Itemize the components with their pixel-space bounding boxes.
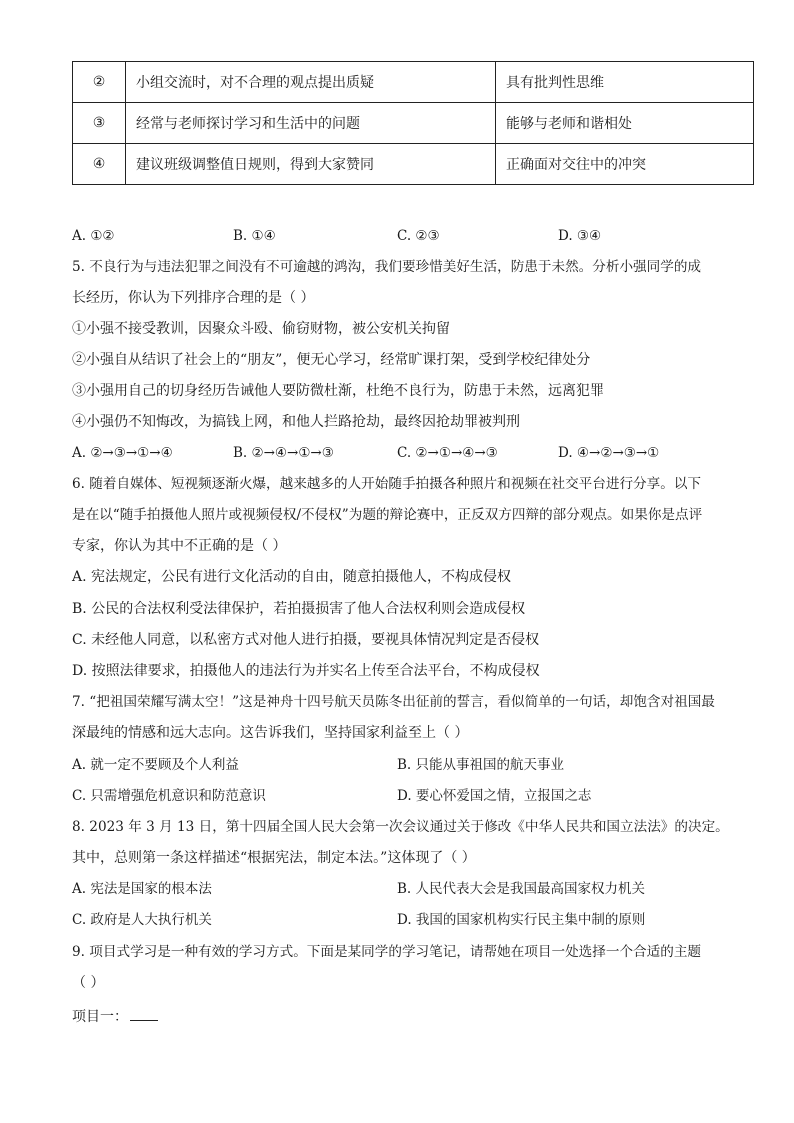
- q7-stem-line2: 深最纯的情感和远大志向。这告诉我们，坚持国家利益至上（ ）: [72, 725, 469, 741]
- q5-option-d: D. ④→②→③→①: [558, 445, 660, 461]
- q6-option-c: C. 未经他人同意，以私密方式对他人进行拍摄，要视具体情况判定是否侵权: [72, 632, 540, 648]
- table-cell-meaning: 正确面对交往中的冲突: [496, 144, 754, 185]
- answer-blank: [130, 1006, 158, 1021]
- q5-stem-line2: 长经历，你认为下列排序合理的是（ ）: [72, 290, 315, 306]
- table-row: [73, 62, 754, 103]
- q9-stem-line1: 9. 项目式学习是一种有效的学习方式。下面是某同学的学习笔记，请帮她在项目一处选择一个合适的主题: [72, 944, 702, 960]
- q9-project-line: [72, 1006, 158, 1027]
- q4-option-c: C. ②③: [397, 228, 440, 244]
- q7-option-a: A. 就一定不要顾及个人利益: [72, 757, 239, 773]
- table-cell-number: ③: [73, 103, 126, 144]
- q9-project-label: 项目一：: [72, 1009, 128, 1025]
- table-cell-action: 经常与老师探讨学习和生活中的问题: [126, 103, 496, 144]
- q7-option-b: B. 只能从事祖国的航天事业: [397, 757, 565, 773]
- q6-stem-line3: 专家，你认为其中不正确的是（ ）: [72, 538, 287, 554]
- q6-option-b: B. 公民的合法权利受法律保护，若拍摄损害了他人合法权利则会造成侵权: [72, 601, 526, 617]
- q7-option-c: C. 只需增强危机意识和防范意识: [72, 788, 266, 804]
- q8-option-c: C. 政府是人大执行机关: [72, 912, 212, 928]
- q5-item-3: ③小强用自己的切身经历告诫他人要防微杜渐，杜绝不良行为，防患于未然，远离犯罪: [72, 383, 604, 399]
- table-row: [73, 103, 754, 144]
- q5-item-1: ①小强不接受教训，因聚众斗殴、偷窃财物，被公安机关拘留: [72, 321, 450, 337]
- q7-stem-line1: 7. “把祖国荣耀写满太空！”这是神舟十四号航天员陈冬出征前的誓言，看似简单的一句话，却饱含对祖国最: [72, 694, 715, 710]
- q5-option-a: A. ②→③→①→④: [72, 445, 173, 461]
- q4-option-d: D. ③④: [558, 228, 602, 244]
- q5-item-2: ②小强自从结识了社会上的“朋友”，便无心学习，经常旷课打架，受到学校纪律处分: [72, 352, 591, 368]
- q5-stem-line1: 5. 不良行为与违法犯罪之间没有不可逾越的鸿沟，我们要珍惜美好生活，防患于未然。分析小强同学的成: [72, 259, 702, 275]
- q5-option-c: C. ②→①→④→③: [397, 445, 498, 461]
- q7-option-d: D. 要心怀爱国之情，立报国之志: [397, 788, 592, 804]
- table-cell-action: 小组交流时，对不合理的观点提出质疑: [126, 62, 496, 103]
- q5-item-4: ④小强仍不知悔改，为搞钱上网，和他人拦路抢劫，最终因抢劫罪被判刑: [72, 414, 520, 430]
- table-row: [73, 144, 754, 185]
- q6-option-a: A. 宪法规定，公民有进行文化活动的自由，随意拍摄他人，不构成侵权: [72, 569, 512, 585]
- table-cell-meaning: 具有批判性思维: [496, 62, 754, 103]
- table-cell-meaning: 能够与老师和谐相处: [496, 103, 754, 144]
- q8-option-b: B. 人民代表大会是我国最高国家权力机关: [397, 881, 646, 897]
- q5-option-b: B. ②→④→①→③: [233, 445, 334, 461]
- q6-stem-line2: 是在以“随手拍摄他人照片或视频侵权/不侵权”为题的辩论赛中，正反双方四辩的部分观点。如果你是点评: [72, 507, 703, 523]
- q6-option-d: D. 按照法律要求，拍摄他人的违法行为并实名上传至合法平台，不构成侵权: [72, 663, 540, 679]
- q4-option-b: B. ①④: [233, 228, 276, 244]
- table-cell-action: 建议班级调整值日规则，得到大家赞同: [126, 144, 496, 185]
- q8-option-d: D. 我国的国家机构实行民主集中制的原则: [397, 912, 646, 928]
- table-cell-number: ②: [73, 62, 126, 103]
- table-cell-number: ④: [73, 144, 126, 185]
- q9-stem-line2: （ ）: [72, 975, 105, 991]
- q8-stem-line1: 8. 2023 年 3 月 13 日，第十四届全国人民大会第一次会议通过关于修改《中华人民共和国立法法》的决定。: [72, 819, 729, 835]
- q8-stem-line2: 其中，总则第一条这样描述“根据宪法，制定本法。”这体现了（ ）: [72, 850, 476, 866]
- q4-option-a: A. ①②: [72, 228, 115, 244]
- q6-stem-line1: 6. 随着自媒体、短视频逐渐火爆，越来越多的人开始随手拍摄各种照片和视频在社交平台进行分享。以下: [72, 476, 702, 492]
- q8-option-a: A. 宪法是国家的根本法: [72, 881, 212, 897]
- comparison-table: [72, 61, 754, 185]
